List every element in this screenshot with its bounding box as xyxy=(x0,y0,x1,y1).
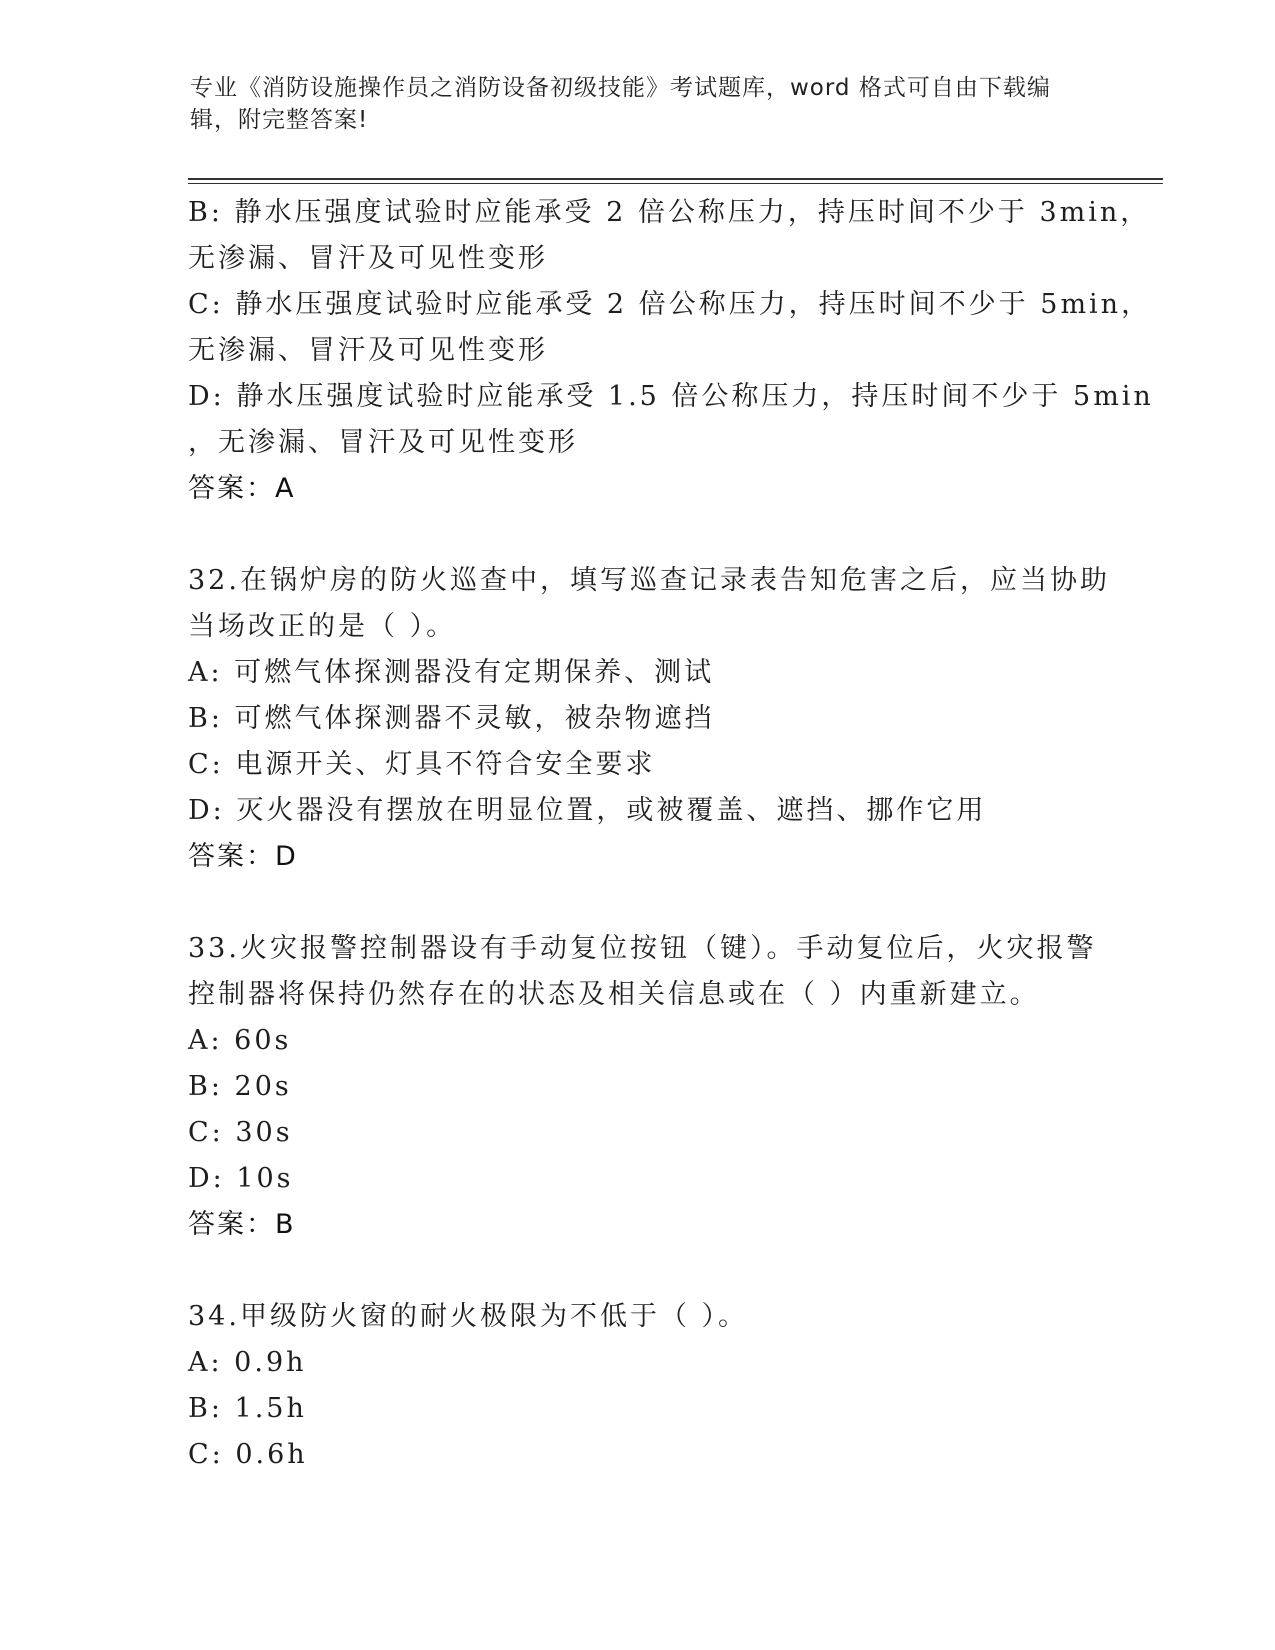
header-divider-thin xyxy=(188,183,1163,184)
option-d: D: 灭火器没有摆放在明显位置，或被覆盖、遮挡、挪作它用 xyxy=(188,795,987,826)
question-stem: 34.甲级防火窗的耐火极限为不低于（ ）。 xyxy=(188,1301,749,1332)
option-c: C: 电源开关、灯具不符合安全要求 xyxy=(188,749,656,780)
option-c: C: 静水压强度试验时应能承受 2 倍公称压力，持压时间不少于 5min， xyxy=(188,289,1152,320)
option-b: B: 20s xyxy=(188,1071,292,1102)
header-line-1: 专业《消防设施操作员之消防设备初级技能》考试题库，word 格式可自由下载编 xyxy=(190,75,1051,101)
header-line-2: 辑，附完整答案! xyxy=(190,107,369,133)
option-a: A: 60s xyxy=(188,1025,292,1056)
option-c: C: 30s xyxy=(188,1117,293,1148)
question-32 xyxy=(188,558,1110,880)
option-d: D: 10s xyxy=(188,1163,294,1194)
option-c: C: 0.6h xyxy=(188,1439,308,1470)
question-list xyxy=(188,190,1154,1478)
answer-line: 答案：D xyxy=(188,841,298,872)
document-header xyxy=(190,72,1090,136)
header-divider-thick xyxy=(188,178,1163,180)
spacer xyxy=(188,1248,1088,1294)
question-33 xyxy=(188,926,1097,1248)
question-stem-continued: 控制器将保持仍然存在的状态及相关信息或在（ ）内重新建立。 xyxy=(188,979,1040,1010)
spacer xyxy=(188,512,1088,558)
option-b-continued: 无渗漏、冒汗及可见性变形 xyxy=(188,243,548,274)
option-a: A: 0.9h xyxy=(188,1347,307,1378)
option-b: B: 可燃气体探测器不灵敏，被杂物遮挡 xyxy=(188,703,715,734)
option-c-continued: 无渗漏、冒汗及可见性变形 xyxy=(188,335,548,366)
option-b: B: 1.5h xyxy=(188,1393,307,1424)
prev-question-block xyxy=(188,190,1154,512)
question-stem: 33.火灾报警控制器设有手动复位按钮（键）。手动复位后，火灾报警 xyxy=(188,933,1097,964)
answer-line: 答案：B xyxy=(188,1209,296,1240)
option-b: B: 静水压强度试验时应能承受 2 倍公称压力，持压时间不少于 3min， xyxy=(188,197,1151,228)
question-34 xyxy=(188,1294,1088,1478)
question-stem-continued: 当场改正的是（ ）。 xyxy=(188,611,457,642)
option-d: D: 静水压强度试验时应能承受 1.5 倍公称压力，持压时间不少于 5min xyxy=(188,381,1154,412)
spacer xyxy=(188,880,1088,926)
question-stem: 32.在锅炉房的防火巡查中，填写巡查记录表告知危害之后，应当协助 xyxy=(188,565,1110,596)
answer-line: 答案：A xyxy=(188,473,296,504)
option-a: A: 可燃气体探测器没有定期保养、测试 xyxy=(188,657,715,688)
option-d-continued: ，无渗漏、冒汗及可见性变形 xyxy=(188,427,578,458)
